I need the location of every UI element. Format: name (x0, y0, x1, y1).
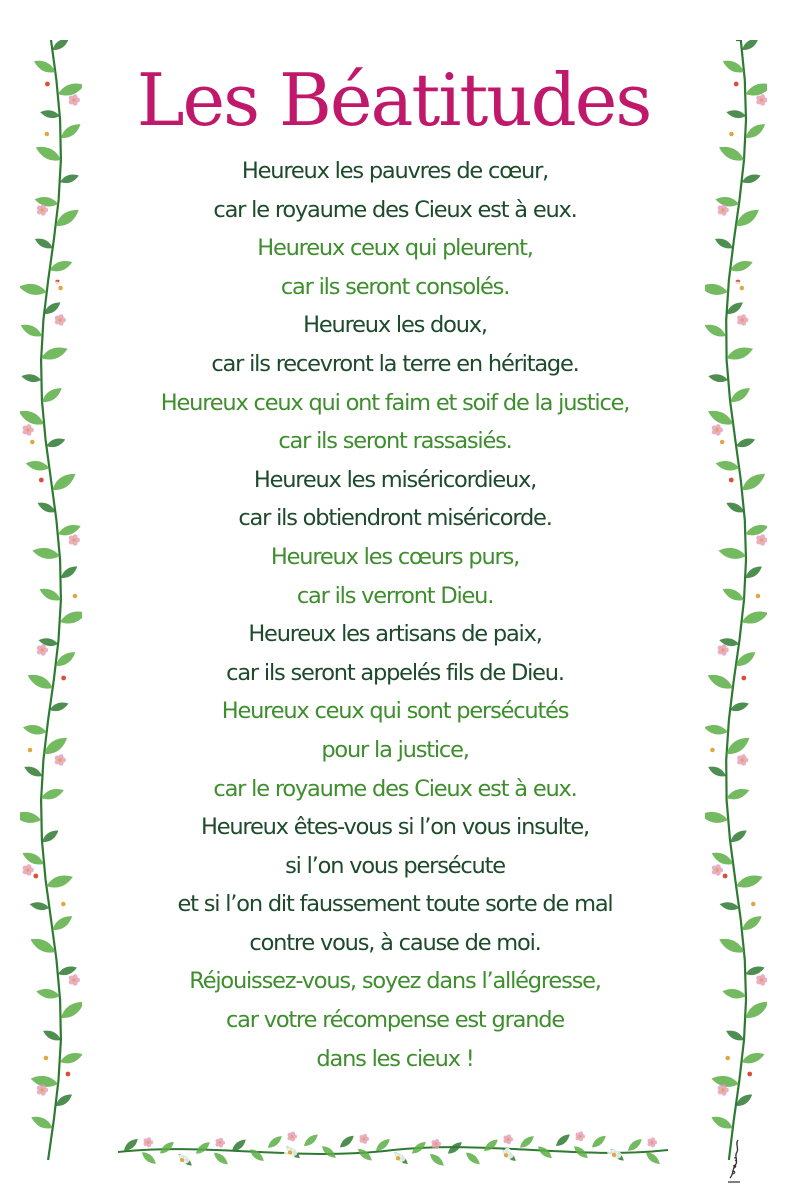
berry-icon (33, 874, 38, 879)
leaf-icon (35, 987, 60, 1000)
flower-icon (283, 1145, 297, 1160)
flower-icon (746, 896, 762, 913)
leaf-icon (21, 372, 42, 383)
leaf-icon (554, 1132, 572, 1149)
flower-icon (53, 280, 69, 297)
leaf-icon (536, 1144, 554, 1161)
page-title: Les Béatitudes (136, 58, 651, 142)
berry-icon (723, 874, 728, 879)
flower-icon (750, 588, 766, 605)
flower-icon (756, 974, 767, 986)
leaf-icon (725, 344, 755, 363)
leaf-icon (29, 1113, 54, 1132)
leaf-icon (721, 585, 746, 604)
leaf-icon (37, 585, 62, 604)
floral-border-left (20, 40, 82, 1160)
flower-icon (175, 1153, 189, 1168)
leaf-icon (740, 1050, 766, 1066)
verse-line: car ils seront consolés. (280, 273, 510, 300)
leaf-icon (590, 1133, 608, 1150)
leaf-icon (464, 1150, 482, 1167)
verse-line: Heureux les miséricordieux, (253, 466, 537, 493)
verse-line: si l’on vous persécute (285, 852, 505, 879)
flower-icon (215, 1138, 225, 1148)
flower-icon (23, 424, 34, 436)
verse-line: Réjouissez-vous, soyez dans l’allégresse, (189, 968, 601, 995)
berry-icon (61, 676, 66, 681)
verse-line: contre vous, à cause de moi. (249, 929, 541, 956)
verse-line: Heureux les doux, (303, 312, 487, 339)
leaf-icon (705, 723, 729, 736)
verse-line: car ils obtiendront miséricorde. (238, 505, 552, 532)
leaf-icon (715, 459, 740, 472)
leaf-icon (39, 344, 69, 363)
leaf-icon (194, 1140, 212, 1157)
verse-line: Heureux ceux qui pleurent, (257, 235, 533, 262)
leaf-icon (29, 900, 50, 911)
leaf-icon (20, 281, 48, 297)
leaf-icon (735, 436, 756, 450)
flower-icon (705, 742, 721, 759)
floral-border-right (705, 40, 767, 1160)
flower-icon (712, 864, 723, 876)
leaf-icon (708, 372, 729, 383)
flower-icon (718, 644, 729, 656)
flower-icon (38, 1050, 54, 1067)
leaf-icon (25, 459, 50, 472)
leaf-icon (739, 913, 764, 934)
flower-icon (25, 434, 41, 451)
verse-line: pour la justice, (321, 736, 469, 763)
verse-line: Heureux êtes-vous si l’on vous insulte, (201, 814, 589, 841)
leaf-icon (725, 786, 751, 802)
leaf-icon (626, 1137, 644, 1154)
flower-icon (647, 1137, 657, 1147)
leaf-icon (302, 1132, 320, 1149)
verse-line: car ils seront rassasiés. (278, 428, 512, 455)
leaf-icon (57, 522, 82, 538)
leaf-icon (705, 281, 729, 297)
leaf-icon (722, 987, 747, 1000)
berry-icon (741, 676, 746, 681)
leaf-icon (713, 236, 734, 252)
flower-icon (499, 1148, 513, 1163)
leaf-icon (739, 470, 767, 495)
flower-icon (69, 974, 80, 986)
flower-icon (22, 742, 38, 759)
leaf-icon (518, 1133, 536, 1150)
flower-icon (56, 896, 72, 913)
flower-icon (712, 424, 723, 436)
beatitudes-text (110, 152, 680, 1078)
leaf-icon (20, 809, 42, 825)
leaf-icon (706, 764, 727, 780)
flower-icon (55, 314, 66, 326)
leaf-icon (45, 436, 66, 450)
flower-icon (575, 1131, 585, 1141)
leaf-icon (58, 608, 82, 627)
berry-icon (66, 1072, 71, 1077)
flower-icon (720, 1050, 736, 1067)
leaf-icon (23, 764, 44, 780)
leaf-icon (709, 1113, 734, 1132)
leaf-icon (20, 321, 44, 340)
leaf-icon (59, 563, 80, 581)
verse-line: car le royaume des Cieux est à eux. (213, 775, 577, 802)
leaf-icon (356, 1146, 374, 1163)
berry-icon (39, 478, 44, 483)
verse-line: Heureux les pauvres de cœur, (241, 158, 549, 184)
flower-icon (69, 534, 80, 546)
flower-icon (391, 1151, 405, 1166)
verse-line: car ils seront appelés fils de Dieu. (226, 659, 564, 686)
flower-icon (734, 280, 750, 297)
leaf-icon (705, 321, 728, 340)
verse-line: Heureux les cœurs purs, (270, 543, 520, 570)
berry-icon (729, 478, 734, 483)
leaf-icon (31, 545, 60, 561)
flower-icon (715, 434, 731, 451)
leaf-icon (59, 172, 80, 186)
leaf-icon (718, 545, 747, 561)
berry-icon (747, 1072, 752, 1077)
flower-icon (737, 314, 748, 326)
leaf-icon (320, 1144, 338, 1161)
leaf-icon (40, 786, 66, 802)
floral-border-bottom (118, 1122, 668, 1174)
leaf-icon (58, 1050, 82, 1066)
leaf-icon (741, 172, 762, 186)
leaf-icon (740, 608, 767, 627)
leaf-icon (719, 900, 740, 911)
flower-icon (67, 588, 82, 605)
verse-line: dans les cieux ! (316, 1045, 474, 1072)
verse-line: Heureux les artisans de paix, (248, 621, 542, 648)
flower-icon (359, 1134, 369, 1144)
verse-line: car ils verront Dieu. (296, 582, 494, 609)
leaf-icon (140, 1150, 158, 1167)
flower-icon (23, 864, 34, 876)
verse-line: car votre récompense est grande (225, 1007, 565, 1034)
leaf-icon (705, 671, 735, 693)
leaf-icon (212, 1150, 230, 1167)
flower-icon (55, 754, 66, 766)
verse-line: car le royaume des Cieux est à eux. (213, 196, 577, 223)
leaf-icon (158, 1139, 176, 1156)
leaf-icon (734, 872, 764, 891)
flower-icon (37, 644, 48, 656)
leaf-icon (25, 671, 55, 693)
verse-line: et si l’on dit faussement toute sorte de mal (177, 891, 613, 918)
flower-icon (756, 534, 767, 546)
leaf-icon (45, 872, 75, 891)
leaf-icon (724, 1028, 745, 1044)
artist-signature (724, 1138, 744, 1184)
leaf-icon (248, 1147, 266, 1164)
leaf-icon (266, 1134, 284, 1151)
verse-line: Heureux ceux qui ont faim et soif de la justice, (160, 389, 630, 416)
verse-line: Heureux ceux qui sont persécutés (221, 698, 569, 725)
flower-icon (607, 1148, 621, 1163)
flower-icon (737, 754, 748, 766)
leaf-icon (705, 809, 729, 825)
flower-icon (287, 1132, 297, 1142)
verse-line: car ils recevront la terre en héritage. (211, 350, 579, 377)
leaf-icon (482, 1137, 500, 1154)
leaf-icon (33, 236, 54, 252)
leaf-icon (41, 1028, 62, 1044)
leaf-icon (49, 470, 78, 495)
leaf-icon (428, 1151, 446, 1168)
flower-icon (503, 1134, 513, 1144)
leaf-icon (22, 723, 47, 736)
flower-icon (143, 1137, 153, 1147)
leaf-icon (338, 1133, 356, 1150)
